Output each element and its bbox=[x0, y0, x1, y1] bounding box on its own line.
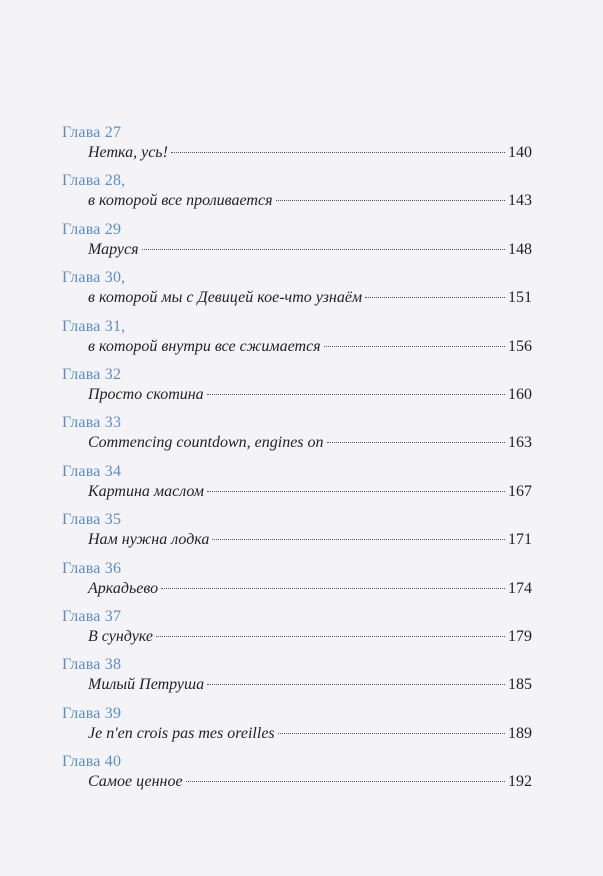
toc-line bbox=[88, 240, 532, 259]
chapter-number: Глава 33 bbox=[62, 414, 122, 432]
page-number: 171 bbox=[508, 531, 532, 549]
dot-leader bbox=[156, 636, 505, 637]
toc-entry[interactable] bbox=[62, 608, 532, 656]
dot-leader bbox=[212, 539, 505, 540]
dot-leader bbox=[142, 249, 505, 250]
page-number: 151 bbox=[508, 289, 532, 307]
dot-leader bbox=[207, 394, 505, 395]
chapter-title: в которой внутри все сжимается bbox=[88, 337, 321, 355]
chapter-title: Маруся bbox=[88, 240, 139, 258]
toc-entry[interactable] bbox=[62, 172, 532, 220]
toc-line bbox=[88, 288, 532, 307]
chapter-number: Глава 39 bbox=[62, 704, 122, 722]
toc-entry[interactable] bbox=[62, 221, 532, 269]
toc-line bbox=[88, 772, 532, 791]
toc-line bbox=[88, 191, 532, 210]
chapter-title: Commencing countdown, engines on bbox=[88, 434, 324, 452]
page-number: 148 bbox=[508, 240, 532, 258]
toc-entry[interactable] bbox=[62, 560, 532, 608]
dot-leader bbox=[186, 781, 505, 782]
chapter-title: Самое ценное bbox=[88, 773, 183, 791]
chapter-number: Глава 38 bbox=[62, 656, 122, 674]
chapter-number: Глава 31, bbox=[62, 317, 126, 335]
chapter-title: Милый Петруша bbox=[88, 676, 205, 694]
page-number: 160 bbox=[508, 385, 532, 403]
chapter-number: Глава 40 bbox=[62, 753, 122, 771]
chapter-number: Глава 37 bbox=[62, 607, 122, 625]
toc-entry[interactable] bbox=[62, 463, 532, 511]
dot-leader bbox=[207, 684, 505, 685]
toc-entry[interactable] bbox=[62, 124, 532, 172]
page-number: 156 bbox=[508, 337, 532, 355]
toc-entry[interactable] bbox=[62, 656, 532, 704]
page-number: 163 bbox=[508, 434, 532, 452]
toc-line bbox=[88, 337, 532, 356]
dot-leader bbox=[207, 491, 505, 492]
page-number: 192 bbox=[508, 773, 532, 791]
chapter-number: Глава 29 bbox=[62, 220, 122, 238]
chapter-number: Глава 35 bbox=[62, 511, 122, 529]
page-number: 189 bbox=[508, 724, 532, 742]
toc-entry[interactable] bbox=[62, 318, 532, 366]
page-number: 167 bbox=[508, 482, 532, 500]
chapter-number: Глава 32 bbox=[62, 365, 122, 383]
table-of-contents bbox=[62, 124, 532, 801]
chapter-number: Глава 28, bbox=[62, 172, 126, 190]
dot-leader bbox=[327, 442, 505, 443]
dot-leader bbox=[324, 346, 505, 347]
chapter-title: в которой все проливается bbox=[88, 192, 273, 210]
toc-line bbox=[88, 675, 532, 694]
chapter-title: Просто скотина bbox=[88, 385, 204, 403]
dot-leader bbox=[171, 152, 505, 153]
toc-line bbox=[88, 482, 532, 501]
toc-entry[interactable] bbox=[62, 366, 532, 414]
chapter-number: Глава 34 bbox=[62, 462, 122, 480]
toc-entry[interactable] bbox=[62, 511, 532, 559]
toc-line bbox=[88, 530, 532, 549]
chapter-title: В сундуке bbox=[88, 627, 153, 645]
chapter-title: Картина маслом bbox=[88, 482, 204, 500]
page-number: 174 bbox=[508, 579, 532, 597]
toc-line bbox=[88, 627, 532, 646]
chapter-title: Нетка, усь! bbox=[88, 144, 168, 161]
chapter-title: Нам нужна лодка bbox=[88, 531, 210, 549]
page-number: 179 bbox=[508, 627, 532, 645]
page-number: 143 bbox=[508, 192, 532, 210]
dot-leader bbox=[278, 733, 505, 734]
toc-entry[interactable] bbox=[62, 705, 532, 753]
chapter-number: Глава 27 bbox=[62, 124, 122, 141]
toc-line bbox=[88, 385, 532, 404]
toc-entry[interactable] bbox=[62, 414, 532, 462]
chapter-title: Je n'en crois pas mes oreilles bbox=[88, 724, 275, 742]
toc-line bbox=[88, 143, 532, 162]
chapter-title: Аркадьево bbox=[88, 579, 159, 597]
toc-line bbox=[88, 579, 532, 598]
dot-leader bbox=[161, 588, 505, 589]
page-number: 140 bbox=[508, 144, 532, 161]
page-number: 185 bbox=[508, 676, 532, 694]
chapter-number: Глава 36 bbox=[62, 559, 122, 577]
dot-leader bbox=[276, 200, 506, 201]
dot-leader bbox=[365, 297, 505, 298]
chapter-title: в которой мы с Девицей кое-что узнаём bbox=[88, 289, 363, 307]
toc-line bbox=[88, 433, 532, 452]
toc-line bbox=[88, 724, 532, 743]
toc-entry[interactable] bbox=[62, 269, 532, 317]
chapter-number: Глава 30, bbox=[62, 269, 126, 287]
toc-entry[interactable] bbox=[62, 753, 532, 801]
